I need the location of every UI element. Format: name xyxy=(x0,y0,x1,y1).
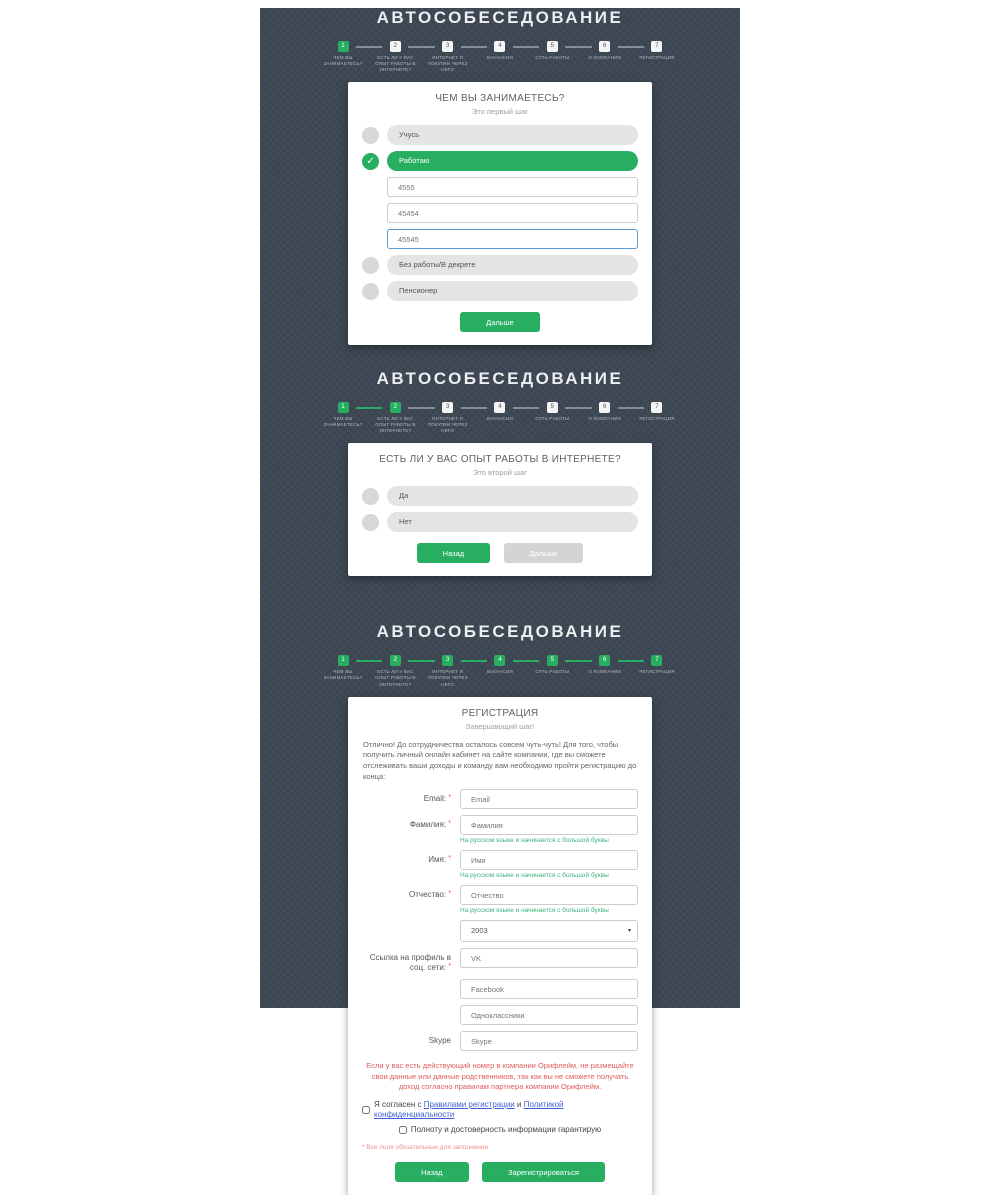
empty-label xyxy=(362,979,460,999)
option-label[interactable]: Работаю xyxy=(387,151,638,171)
section-registration xyxy=(260,622,740,1195)
step-number-badge: 7 xyxy=(651,41,662,52)
agree-terms-text: Я согласен с Правилами регистрации и Политикой конфиденциальности xyxy=(374,1100,564,1120)
option-work-selected[interactable] xyxy=(362,151,638,171)
step-number-badge: 2 xyxy=(390,402,401,413)
social-ok-row xyxy=(362,1005,638,1025)
step-number-badge: 4 xyxy=(494,402,505,413)
lastname-label: Фамилия: * xyxy=(409,820,451,830)
step-number-badge: 3 xyxy=(442,402,453,413)
step-label: РЕГИСТРАЦИЯ xyxy=(639,669,675,675)
card-title: ЧЕМ ВЫ ЗАНИМАЕТЕСЬ? xyxy=(435,93,565,105)
empty-label xyxy=(362,920,460,942)
step-label: О КОМПАНИИ xyxy=(588,669,621,675)
step-number-badge: 3 xyxy=(442,655,453,666)
birth-year-row xyxy=(362,920,638,942)
card-title: РЕГИСТРАЦИЯ xyxy=(461,707,539,719)
step-label: О КОМПАНИИ xyxy=(588,55,621,60)
step-label: ЕСТЬ ЛИ У ВАС ОПЫТ РАБОТЫ В ИНТЕРНЕТЕ? xyxy=(375,669,416,687)
radio-icon[interactable] xyxy=(362,283,379,300)
required-asterisk: * xyxy=(448,820,451,828)
empty-label xyxy=(362,1005,460,1025)
stepper-item-1 xyxy=(319,402,367,428)
firstname-field[interactable] xyxy=(460,850,638,870)
page-title: АВТОСОБЕСЕДОВАНИЕ xyxy=(376,622,624,642)
page-title: АВТОСОБЕСЕДОВАНИЕ xyxy=(376,369,624,389)
birth-year-select[interactable] xyxy=(460,920,638,942)
card-registration xyxy=(348,697,652,1195)
social-facebook-row xyxy=(362,979,638,999)
stepper-item-6 xyxy=(581,41,629,61)
step-label: ВАКАНСИИ xyxy=(486,416,513,422)
patronymic-label: Отчество: * xyxy=(409,890,451,900)
option-yes[interactable] xyxy=(362,486,638,506)
stepper-step1 xyxy=(319,41,681,73)
step-number-badge: 6 xyxy=(599,655,610,666)
step-number-badge: 3 xyxy=(442,41,453,52)
option-study[interactable] xyxy=(362,125,638,145)
facebook-profile-field[interactable] xyxy=(460,979,638,999)
patronymic-row xyxy=(362,885,638,914)
required-asterisk: * xyxy=(448,855,451,863)
agree-terms-row xyxy=(362,1100,638,1121)
option-label[interactable]: Нет xyxy=(387,512,638,532)
card-step2 xyxy=(348,443,652,576)
guarantee-row xyxy=(362,1125,638,1135)
stepper-item-5 xyxy=(528,655,576,675)
step-number-badge: 1 xyxy=(338,41,349,52)
check-icon[interactable]: ✓ xyxy=(362,153,379,170)
option-label[interactable]: Пенсионер xyxy=(387,281,638,301)
social-label: Ссылка на профиль в соц. сети: * xyxy=(369,953,451,973)
radio-icon[interactable] xyxy=(362,257,379,274)
social-vk-row xyxy=(362,948,638,973)
stepper-item-5 xyxy=(528,402,576,422)
back-button[interactable]: Назад xyxy=(417,543,491,563)
stepper-item-4 xyxy=(476,655,524,675)
guarantee-checkbox[interactable] xyxy=(399,1126,407,1134)
radio-icon[interactable] xyxy=(362,127,379,144)
patronymic-field[interactable] xyxy=(460,885,638,905)
skype-row xyxy=(362,1031,638,1051)
step-number-badge: 6 xyxy=(599,402,610,413)
step-label: ЧЕМ ВЫ ЗАНИМАЕТЕСЬ? xyxy=(323,416,363,428)
step-label: О КОМПАНИИ xyxy=(588,416,621,422)
step-label: ЧЕМ ВЫ ЗАНИМАЕТЕСЬ? xyxy=(323,669,363,681)
page-title: АВТОСОБЕСЕДОВАНИЕ xyxy=(376,8,624,27)
step-label: ИНТЕРНЕТ И ПОКУПКИ ЧЕРЕЗ НЕГО xyxy=(427,669,468,687)
stepper-item-4 xyxy=(476,41,524,61)
email-row xyxy=(362,789,638,809)
option-label[interactable]: Да xyxy=(387,486,638,506)
step-label: ЕСТЬ ЛИ У ВАС ОПЫТ РАБОТЫ В ИНТЕРНЕТЕ? xyxy=(375,55,416,73)
lastname-row xyxy=(362,815,638,844)
step-label: ИНТЕРНЕТ И ПОКУПКИ ЧЕРЕЗ НЕГО xyxy=(427,416,468,434)
step-label: ВАКАНСИИ xyxy=(486,669,513,675)
lastname-field[interactable] xyxy=(460,815,638,835)
radio-icon[interactable] xyxy=(362,514,379,531)
register-button[interactable]: Зарегистрироваться xyxy=(482,1162,605,1182)
step-number-badge: 4 xyxy=(494,655,505,666)
firstname-row xyxy=(362,850,638,879)
firstname-label: Имя: * xyxy=(428,855,451,865)
option-pensioner[interactable] xyxy=(362,281,638,301)
work-detail-input-1[interactable] xyxy=(387,177,638,197)
page-canvas xyxy=(0,8,1000,1177)
stepper-item-6 xyxy=(581,402,629,422)
step-label: ВАКАНСИИ xyxy=(486,55,513,60)
step-number-badge: 5 xyxy=(547,402,558,413)
step-number-badge: 6 xyxy=(599,41,610,52)
vk-profile-field[interactable] xyxy=(460,948,638,968)
step-number-badge: 7 xyxy=(651,402,662,413)
radio-icon[interactable] xyxy=(362,488,379,505)
step-number-badge: 4 xyxy=(494,41,505,52)
stepper-item-1 xyxy=(319,41,367,67)
stepper-item-7 xyxy=(633,655,681,675)
registration-rules-link[interactable]: Правилами регистрации xyxy=(423,1100,515,1110)
section-step2 xyxy=(260,369,740,576)
card-subtitle: Это первый шаг xyxy=(472,107,528,117)
chevron-down-icon: ▾ xyxy=(627,928,631,935)
work-detail-input-2[interactable] xyxy=(387,203,638,223)
field-hint: На русском языке и начинается с большой буквы xyxy=(460,907,609,915)
step-label: РЕГИСТРАЦИЯ xyxy=(639,416,675,422)
step-label: СУТЬ РАБОТЫ xyxy=(535,55,570,60)
stepper-item-6 xyxy=(581,655,629,675)
step-number-badge: 5 xyxy=(547,41,558,52)
step-label: ИНТЕРНЕТ И ПОКУПКИ ЧЕРЕЗ НЕГО xyxy=(427,55,468,73)
step-label: ЕСТЬ ЛИ У ВАС ОПЫТ РАБОТЫ В ИНТЕРНЕТЕ? xyxy=(375,416,416,434)
stepper-step2 xyxy=(319,402,681,434)
step-number-badge: 5 xyxy=(547,655,558,666)
guarantee-text: Полноту и достоверность информации гарантирую xyxy=(410,1124,602,1134)
skype-label: Skype xyxy=(428,1036,451,1046)
step-number-badge: 2 xyxy=(390,655,401,666)
next-button[interactable]: Дальше xyxy=(460,312,540,332)
step-number-badge: 1 xyxy=(338,402,349,413)
step-label: СУТЬ РАБОТЫ xyxy=(535,669,570,675)
field-hint: На русском языке и начинается с большой буквы xyxy=(460,837,609,845)
oriflame-warning-text: Если у вас есть действующий номер в компании Орифлейм, не размещайте свои данные или данные родственников, так как вы не сможете получать доход согласно правилам партнера компании Орифлейм. xyxy=(366,1061,634,1092)
step-label: ЧЕМ ВЫ ЗАНИМАЕТЕСЬ? xyxy=(323,55,363,67)
option-no[interactable] xyxy=(362,512,638,532)
step-number-badge: 2 xyxy=(390,41,401,52)
stepper-item-1 xyxy=(319,655,367,681)
work-detail-input-3-focused[interactable] xyxy=(387,229,638,249)
section-step1 xyxy=(260,8,740,345)
step-label: РЕГИСТРАЦИЯ xyxy=(639,55,675,60)
card-title: ЕСТЬ ЛИ У ВАС ОПЫТ РАБОТЫ В ИНТЕРНЕТЕ? xyxy=(379,454,621,466)
required-asterisk: * xyxy=(448,890,451,898)
option-unemployed[interactable] xyxy=(362,255,638,275)
email-label: Email: * xyxy=(423,794,451,804)
back-button[interactable]: Назад xyxy=(395,1162,469,1182)
wizard-background xyxy=(260,8,740,1177)
card-subtitle: Это второй шаг xyxy=(473,468,527,478)
required-fields-note: * Все поля обязательные для заполнения xyxy=(362,1144,489,1152)
odnoklassniki-profile-field[interactable] xyxy=(460,1005,638,1025)
stepper-item-7 xyxy=(633,41,681,61)
option-label[interactable]: Без работы/В декрете xyxy=(387,255,638,275)
required-asterisk: * xyxy=(448,794,451,802)
card-step1 xyxy=(348,82,652,345)
step-number-badge: 1 xyxy=(338,655,349,666)
step-number-badge: 7 xyxy=(651,655,662,666)
option-label[interactable]: Учусь xyxy=(387,125,638,145)
agree-terms-checkbox[interactable] xyxy=(362,1106,370,1114)
skype-field[interactable] xyxy=(460,1031,638,1051)
birth-year-value: 2003 xyxy=(471,926,488,936)
step-label: СУТЬ РАБОТЫ xyxy=(535,416,570,422)
card-subtitle: Завершающий шаг! xyxy=(465,721,535,731)
registration-intro-text: Отлично! До сотрудничества осталось совсем чуть-чуть! Для того, чтобы получить личный онлайн кабинет на сайте компании, где вы сможете отслеживать ваши доходы и команду вам необходимо пройти регистрацию до конца: xyxy=(363,739,637,782)
stepper-item-7 xyxy=(633,402,681,422)
required-asterisk: * xyxy=(448,963,451,971)
field-hint: На русском языке и начинается с большой буквы xyxy=(460,872,609,880)
next-button-disabled[interactable]: Дальше xyxy=(504,543,584,563)
privacy-policy-link[interactable]: Политикой конфиденциальности xyxy=(374,1100,564,1120)
email-field[interactable] xyxy=(460,789,638,809)
stepper-item-4 xyxy=(476,402,524,422)
stepper-registration xyxy=(319,655,681,687)
stepper-item-5 xyxy=(528,41,576,61)
